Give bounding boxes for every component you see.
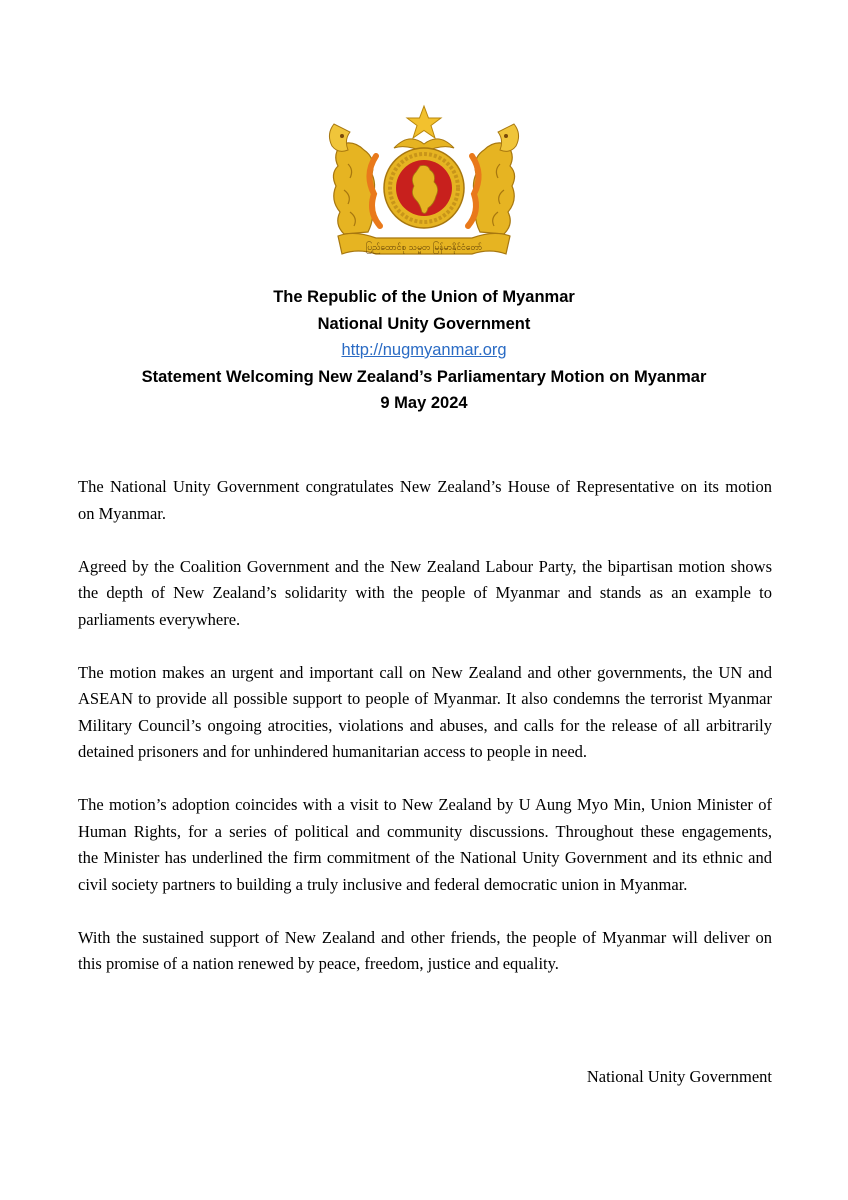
paragraph-line: parliaments everywhere.	[78, 609, 241, 629]
paragraph-line: on Myanmar.	[78, 503, 166, 523]
paragraph-line: this promise of a nation renewed by peace, freedom, justice and equality.	[78, 954, 559, 973]
paragraph-line: detained prisoners and for unhindered humanitarian access to people in need.	[78, 742, 588, 761]
star-icon	[407, 106, 441, 138]
paragraph-2	[78, 554, 772, 634]
paragraph-line: Agreed by the Coalition Government and the New Zealand Labour Party, the bipartisan motion shows	[78, 556, 772, 576]
paragraph-line: The motion makes an urgent and important call on New Zealand and other governments, the UN and	[78, 662, 772, 682]
paragraph-line: Human Rights, for a series of political and community discussions. Throughout these engagements,	[78, 821, 772, 841]
paragraph-5	[78, 925, 772, 978]
paragraph-line: With the sustained support of New Zealand and other friends, the people of Myanmar will deliver on	[78, 927, 772, 947]
statement-title: Statement Welcoming New Zealand’s Parliamentary Motion on Myanmar	[141, 367, 707, 386]
paragraph-line: Military Council’s ongoing atrocities, violations and abuses, and calls for the release of all arbitrarily	[78, 715, 772, 735]
paragraph-line: civil society partners to building a truly inclusive and federal democratic union in Myanmar.	[78, 874, 688, 894]
paragraph-line: the depth of New Zealand’s solidarity with the people of Myanmar and stands as an example to	[78, 583, 772, 602]
paragraph-line: ASEAN to provide all possible support to people of Myanmar. It also condemns the terrorist Myanmar	[78, 689, 772, 708]
statement-date: 9 May 2024	[380, 394, 468, 412]
government-name: National Unity Government	[317, 314, 531, 333]
state-emblem-graphic	[324, 104, 524, 264]
signature: National Unity Government	[586, 1067, 772, 1086]
state-emblem-icon	[324, 104, 524, 264]
emblem-banner-text: ပြည်ထောင်စု သမ္မတ မြန်မာနိုင်ငံတော်	[365, 243, 483, 253]
website-link[interactable]: http://nugmyanmar.org	[341, 341, 507, 359]
paragraph-3	[78, 660, 772, 766]
statement-header	[0, 284, 848, 417]
statement-body	[78, 474, 772, 1004]
republic-name: The Republic of the Union of Myanmar	[273, 288, 575, 306]
paragraph-4	[78, 792, 772, 898]
paragraph-line: The motion’s adoption coincides with a visit to New Zealand by U Aung Myo Min, Union Minister of	[78, 795, 772, 814]
paragraph-line: The National Unity Government congratulates New Zealand’s House of Representative on its motion	[78, 477, 772, 496]
paragraph-line: the Minister has underlined the firm commitment of the National Unity Government and its ethnic and	[78, 848, 772, 867]
paragraph-1	[78, 474, 772, 527]
